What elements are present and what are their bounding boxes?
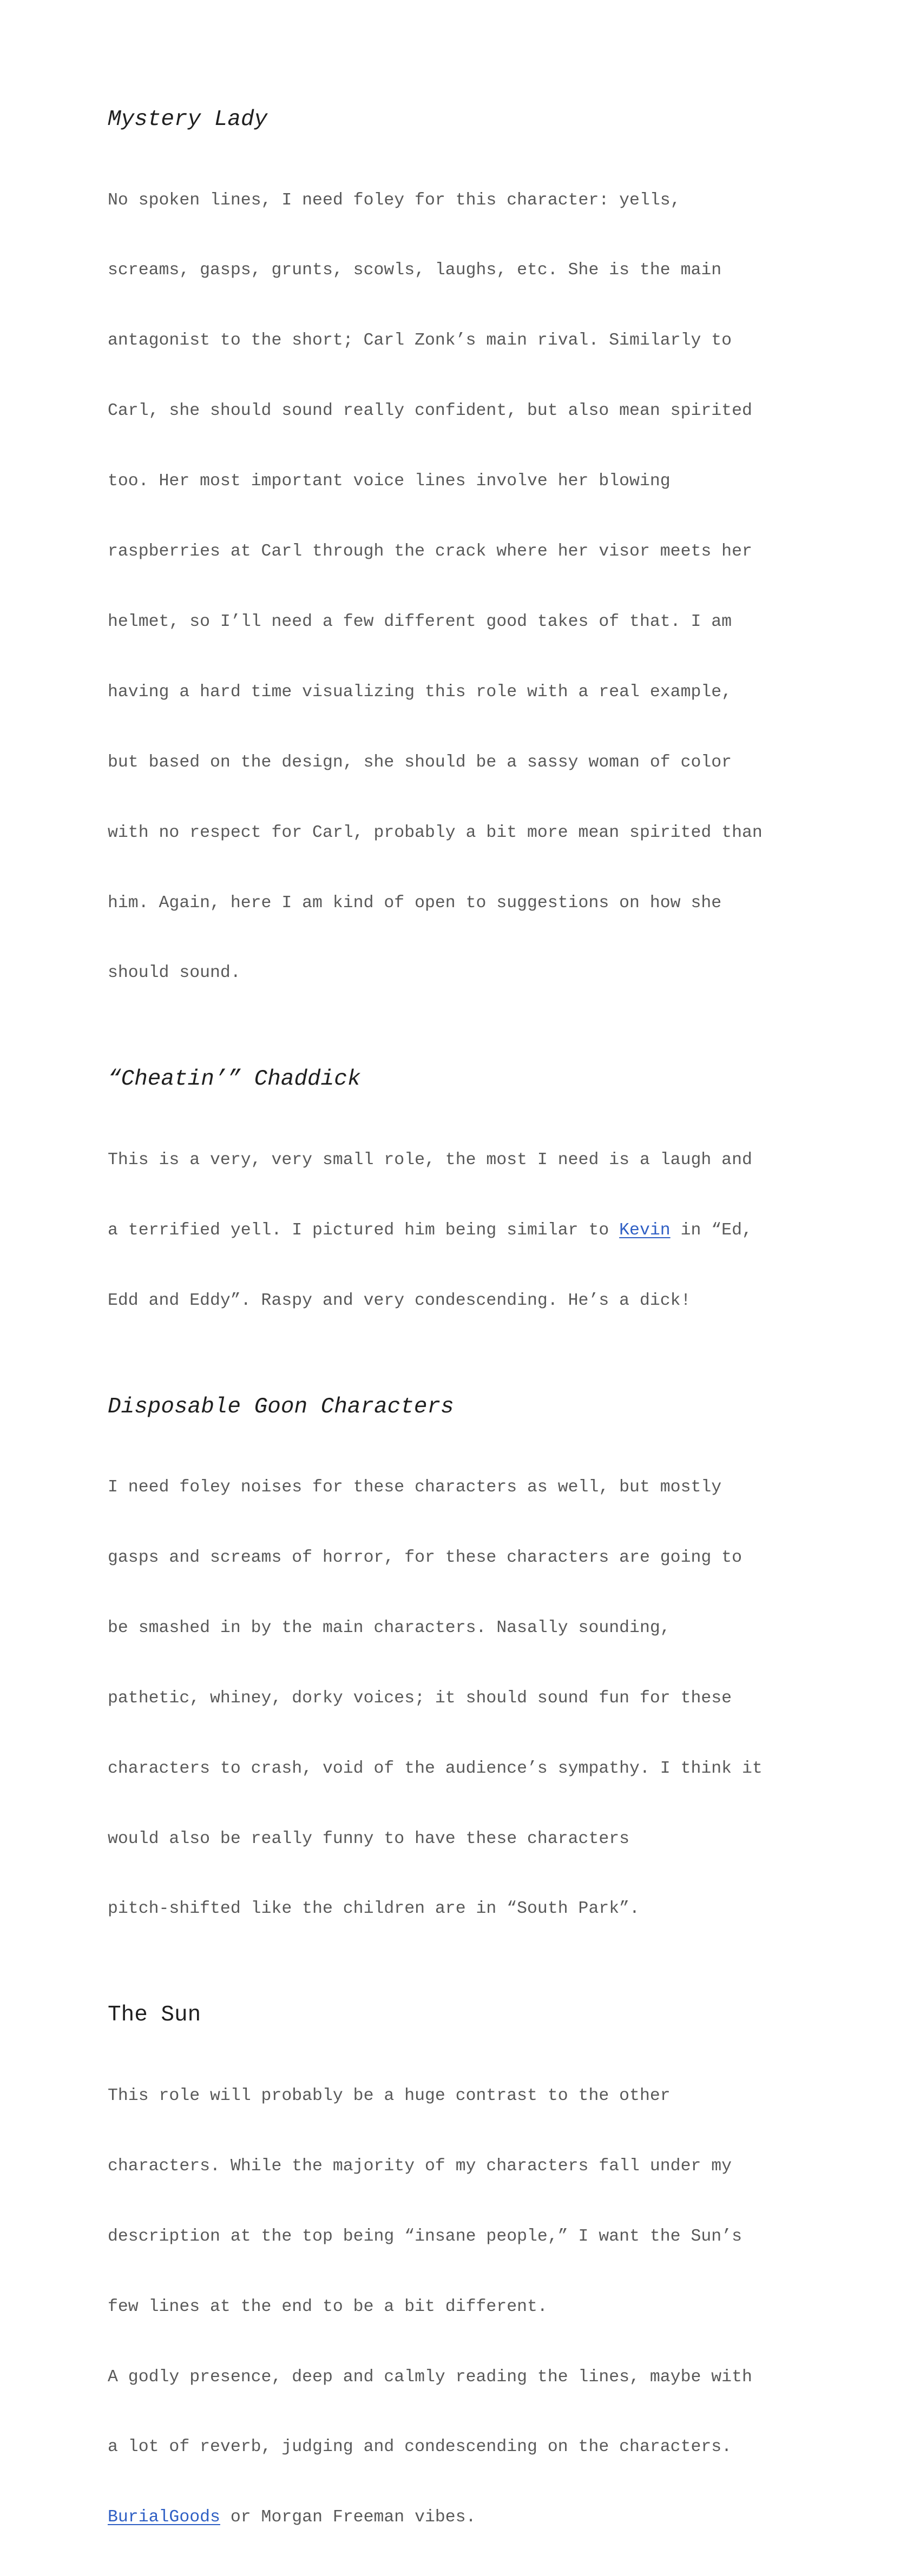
burialgoods-link[interactable]: BurialGoods xyxy=(108,2508,220,2527)
text-line: helmet, so I’ll need a few different good takes of that. I am xyxy=(108,612,732,631)
text-line: A godly presence, deep and calmly reading the lines, maybe with xyxy=(108,2367,752,2387)
text-line: be smashed in by the main characters. Nasally sounding, xyxy=(108,1618,671,1637)
text-line: screams, gasps, grunts, scowls, laughs, etc. She is the main xyxy=(108,261,722,280)
section-heading: “Cheatin’” Chaddick xyxy=(108,1067,361,1092)
text-segment: a terrified yell. I pictured him being similar to xyxy=(108,1220,620,1240)
text-line: few lines at the end to be a bit different. xyxy=(108,2297,548,2316)
text-line: having a hard time visualizing this role with a real example, xyxy=(108,682,732,702)
text-line: too. Her most important voice lines involve her blowing xyxy=(108,472,671,491)
section-mystery-lady xyxy=(108,103,827,1032)
text-line: characters to crash, void of the audience’s sympathy. I think it xyxy=(108,1759,763,1778)
text-line: No spoken lines, I need foley for this character: yells, xyxy=(108,190,681,210)
section-body xyxy=(108,1101,827,1359)
text-line xyxy=(108,2506,827,2529)
text-line: This is a very, very small role, the most I need is a laugh and xyxy=(108,1150,752,1170)
section-body xyxy=(108,1429,827,1968)
text-line: Carl, she should sound really confident, but also mean spirited xyxy=(108,401,752,421)
text-line: Edd and Eddy”. Raspy and very condescending. He’s a dick! xyxy=(108,1291,691,1310)
text-line: This role will probably be a huge contrast to the other xyxy=(108,2086,671,2105)
section-heading: The Sun xyxy=(108,2003,201,2028)
text-line: him. Again, here I am kind of open to suggestions on how she xyxy=(108,893,722,913)
section-heading: Disposable Goon Characters xyxy=(108,1394,454,1419)
section-body xyxy=(108,2037,827,2576)
section-body xyxy=(108,142,827,1032)
section-the-sun xyxy=(108,1998,827,2576)
text-line: would also be really funny to have these characters xyxy=(108,1829,630,1848)
text-line: description at the top being “insane people,” I want the Sun’s xyxy=(108,2227,742,2246)
text-line: a lot of reverb, judging and condescending on the characters. xyxy=(108,2438,732,2457)
text-line xyxy=(108,1219,827,1242)
text-line: should sound. xyxy=(108,963,241,983)
kevin-link[interactable]: Kevin xyxy=(619,1220,671,1240)
text-segment: or Morgan Freeman vibes. xyxy=(220,2508,476,2527)
text-line: gasps and screams of horror, for these characters are going to xyxy=(108,1548,742,1568)
text-segment: in “Ed, xyxy=(670,1220,752,1240)
text-line: characters. While the majority of my characters fall under my xyxy=(108,2156,732,2176)
text-line: raspberries at Carl through the crack where her visor meets her xyxy=(108,542,752,562)
section-disposable-goon-characters xyxy=(108,1390,827,1968)
text-line: pathetic, whiney, dorky voices; it should sound fun for these xyxy=(108,1688,732,1708)
text-line: but based on the design, she should be a sassy woman of color xyxy=(108,752,732,772)
text-line: I need foley noises for these characters as well, but mostly xyxy=(108,1478,722,1497)
document-page xyxy=(108,103,827,2576)
section-cheatin-chaddick xyxy=(108,1062,827,1359)
text-line: pitch-shifted like the children are in “South Park”. xyxy=(108,1899,640,1919)
text-line: with no respect for Carl, probably a bit more mean spirited than xyxy=(108,823,763,842)
text-line: antagonist to the short; Carl Zonk’s main rival. Similarly to xyxy=(108,331,732,351)
section-heading: Mystery Lady xyxy=(108,107,268,132)
